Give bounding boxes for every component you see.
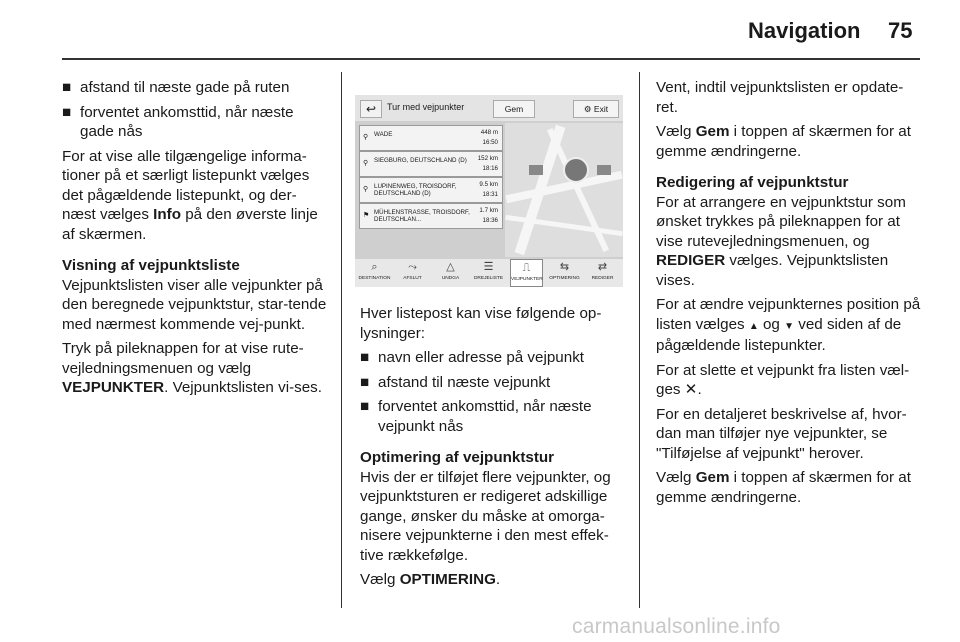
header-rule bbox=[62, 58, 920, 60]
paragraph: Hver listepost kan vise følgende op-lysninger: bbox=[360, 305, 602, 342]
optimize-icon: ⇆ bbox=[559, 261, 570, 273]
list-item[interactable]: ⚲ SIEGBURG, DEUTSCHLAND (D) 152 km 18:16 bbox=[359, 151, 503, 177]
down-arrow-icon: ▼ bbox=[784, 320, 795, 332]
bullet-item: ■ afstand til næste vejpunkt bbox=[360, 373, 551, 391]
waypoint-icon: ⚲ bbox=[363, 160, 369, 167]
list-item[interactable]: ⚑ MÜHLENSTRASSE, TROISDORF, DEUTSCHLAN... 1.7 km 18:36 bbox=[359, 203, 503, 229]
map-button[interactable] bbox=[597, 165, 611, 175]
back-arrow-icon[interactable]: ↩ bbox=[360, 100, 382, 118]
up-arrow-icon: ▲ bbox=[748, 320, 759, 332]
map-button[interactable] bbox=[529, 165, 543, 175]
paragraph: Tryk på pileknappen for at vise rute-vejledningsmenuen og vælg VEJPUNKTER. Vejpunktslisten vi-ses. bbox=[62, 340, 322, 396]
paragraph: Vælg Gem i toppen af skærmen for at gemme ændringerne. bbox=[656, 469, 911, 506]
waypoints-icon: ⎍ bbox=[522, 262, 531, 274]
column-2 bbox=[360, 304, 622, 595]
paragraph: For at vise alle tilgængelige informa-tioner på et særligt listepunkt vælges det pågældende listepunkt, og der-næst vælges Info på den øverste linje af skærmen. bbox=[62, 147, 318, 243]
bullet-item: ■ forventet ankomsttid, når næste vejpunkt nås bbox=[360, 398, 592, 435]
waypoint-icon: ⚲ bbox=[363, 186, 369, 193]
paragraph: For at slette et vejpunkt fra listen væl-ges ✕. bbox=[656, 361, 910, 398]
section-heading: Redigering af vejpunktstur bbox=[656, 174, 849, 191]
list-item[interactable]: ⚲ WADE 448 m 16:50 bbox=[359, 125, 503, 151]
paragraph: Vent, indtil vejpunktslisten er opdate-ret. bbox=[656, 79, 904, 116]
end-route-icon: ⤳ bbox=[408, 261, 417, 273]
column-3 bbox=[656, 78, 922, 512]
flag-icon: ⚑ bbox=[363, 212, 370, 219]
exit-button[interactable]: ⚙ Exit bbox=[573, 100, 619, 118]
bullet-item: ■ afstand til næste gade på ruten bbox=[62, 79, 290, 96]
waypoint-icon: ⚲ bbox=[363, 134, 369, 141]
gem-button[interactable]: Gem bbox=[493, 100, 535, 118]
edit-icon: ⇄ bbox=[597, 261, 608, 273]
avoid-icon: △ bbox=[446, 261, 455, 273]
column-divider-1 bbox=[341, 72, 342, 608]
turn-list-icon: ☰ bbox=[483, 261, 494, 273]
page-number: 75 bbox=[888, 18, 913, 43]
afslut-button[interactable]: ⤳ AFSLUT bbox=[396, 259, 429, 287]
paragraph: Hvis der er tilføjet flere vejpunkter, og vejpunktsturen er redigeret adskillige gange, ønsker du måske at omorga-nisere vejpunkterne i den mest effek-tive rækkefølge. bbox=[360, 468, 611, 564]
screen-title: Tur med vejpunkter bbox=[387, 102, 465, 112]
destination-icon: ⌕ bbox=[371, 261, 378, 273]
map-area[interactable] bbox=[505, 123, 623, 257]
section-heading: Optimering af vejpunktstur bbox=[360, 449, 555, 466]
rediger-button[interactable]: ⇄ REDIGER bbox=[586, 259, 619, 287]
bullet-item: ■ navn eller adresse på vejpunkt bbox=[360, 349, 585, 366]
drejeliste-button[interactable]: ☰ DREJELISTE bbox=[473, 261, 504, 281]
bullet-item: ■ forventet ankomsttid, når næste gade nås bbox=[62, 103, 294, 140]
vejpunkter-button[interactable]: ⎍ VEJPUNKTER bbox=[510, 259, 543, 287]
paragraph: Vælg Gem i toppen af skærmen for at gemme ændringerne. bbox=[656, 123, 911, 160]
paragraph: For at ændre vejpunkternes position på listen vælges ▲ og ▼ ved siden af de pågældende listepunkter. bbox=[656, 296, 921, 354]
paragraph: For at arrangere en vejpunktstur som ønsket trykkes på pileknappen for at vise rutevejledningsmenuen, og REDIGER vælges. Vejpunktslisten vises. bbox=[656, 193, 906, 289]
gear-icon: ⚙ bbox=[583, 104, 592, 114]
paragraph: Vejpunktslisten viser alle vejpunkter på den beregnede vejpunktstur, star-tende med nærmest kommende vej-punkt. bbox=[62, 276, 327, 333]
destination-button[interactable]: ⌕ DESTINATION bbox=[358, 261, 391, 281]
column-divider-2 bbox=[639, 72, 640, 608]
paragraph: For en detaljeret beskrivelse af, hvor-dan man tilføjer nye vejpunkter, se "Tilføjelse af vejpunkt" herover. bbox=[656, 405, 907, 462]
screen-bottom-bar bbox=[355, 259, 623, 287]
delete-x-icon: ✕ bbox=[684, 381, 698, 398]
waypoint-list bbox=[359, 123, 501, 257]
list-item[interactable]: ⚲ LUPINENWEG, TROISDORF, DEUTSCHLAND (D) 9.5 km 18:31 bbox=[359, 177, 503, 203]
optimering-button[interactable]: ⇆ OPTIMERING bbox=[549, 261, 580, 281]
watermark: carmanualsonline.info bbox=[572, 615, 781, 638]
section-heading: Visning af vejpunktsliste bbox=[62, 257, 240, 274]
undga-button[interactable]: △ UNDGA bbox=[434, 259, 467, 287]
map-zoom-control[interactable] bbox=[563, 157, 589, 183]
column-1 bbox=[62, 78, 330, 403]
navigation-screenshot bbox=[355, 95, 623, 287]
page-header-title: Navigation bbox=[748, 18, 861, 43]
paragraph: Vælg OPTIMERING. bbox=[360, 571, 501, 588]
